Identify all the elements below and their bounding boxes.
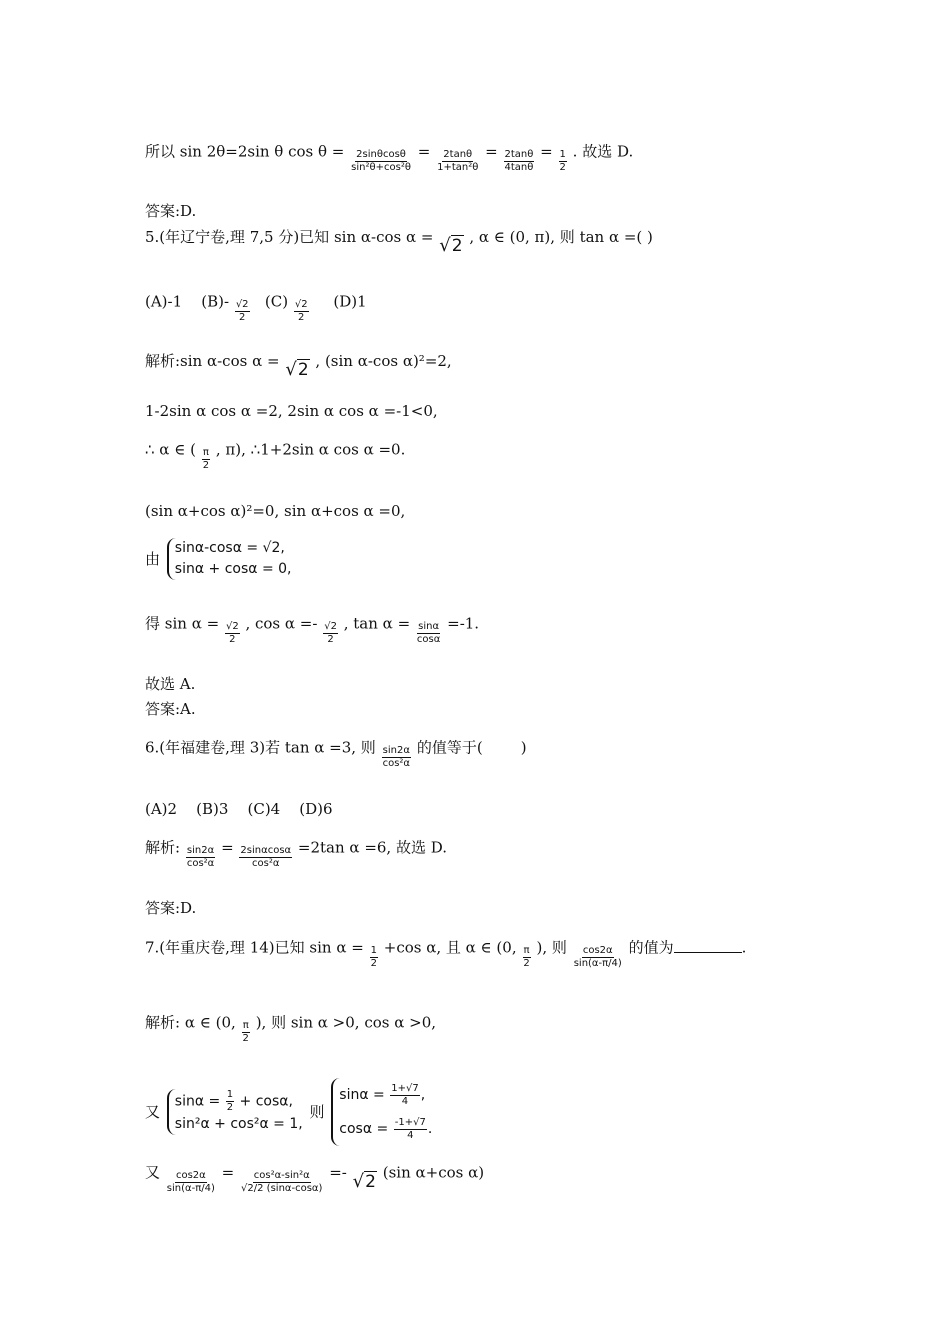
fraction: $\frac{\sin\alpha}{\cos\alpha}$ <box>416 621 441 645</box>
solution-7-line-3: 又 $\frac{\cos 2\alpha}{\sin(\alpha-\pi/4)}$ = $\frac{\text{cos²α-sin²α}}{√2/2 (\sin\alpha-\cos\alpha)}$ =- √2 (sin α+cos α) <box>145 1163 485 1194</box>
answer-line: 答案:D. <box>145 202 197 220</box>
question-7: 7.(年重庆卷,理 14)已知 sin α = $\frac{1}{2}$ +cos α, 且 α ∈ (0, $\frac{\pi}{2}$ ), 则 $\frac{\cos 2\alpha}{\sin(\alpha-\pi/4)}$ 的值为 . <box>145 938 747 969</box>
fraction: $\frac{√2}{2}$ <box>225 621 239 645</box>
question-6: 6.(年福建卷,理 3)若 tan α =3, 则 $\frac{\sin 2\alpha}{\text{cos²α}}$ 的值等于( ) <box>145 738 527 769</box>
fraction: $\frac{\text{cos²α-sin²α}}{√2/2 (\sin\alpha-\cos\alpha)}$ <box>241 1170 323 1194</box>
question-5-options: (A)-1 (B)- $\frac{√2}{2}$ (C) $\frac{√2}{2}$ (D)1 <box>145 292 367 323</box>
sqrt: √2 <box>285 359 309 380</box>
fraction: $\frac{\pi}{2}$ <box>202 447 210 471</box>
solution-5-values: 得 sin α = $\frac{√2}{2}$ , cos α =- $\frac{√2}{2}$ , tan α = $\frac{\sin\alpha}{\cos\alpha}$ =-1. <box>145 614 480 645</box>
solution-5-choice: 故选 A. <box>145 675 196 693</box>
fraction: $\frac{\cos 2\alpha}{\sin(\alpha-\pi/4)}$ <box>573 945 622 969</box>
fraction: $\frac{√2}{2}$ <box>294 299 308 323</box>
equation-system: sinα-cosα = √2, sinα + cosα = 0, <box>167 538 294 580</box>
fraction: $\frac{2\tan\theta}{\text{1+tan²θ}}$ <box>437 149 479 173</box>
sqrt: √2 <box>352 1170 376 1192</box>
solution-5-line-2: 1-2sin α cos α =2, 2sin α cos α =-1<0, <box>145 402 438 420</box>
fraction: $\frac{√2}{2}$ <box>324 621 337 645</box>
fraction: $\frac{1+√7}{4}$ <box>391 1082 419 1107</box>
fraction: $\frac{\pi}{2}$ <box>242 1020 249 1044</box>
answer-line: 答案:A. <box>145 700 196 718</box>
fraction: $\frac{√2}{2}$ <box>235 299 249 323</box>
fraction: $\frac{-1+√7}{4}$ <box>394 1116 426 1141</box>
solution-7-systems: 又 sinα = $\frac{1}{2}$ + cosα, sin²α + cos²α = 1, 则 sinα = $\frac{1+√7}{4}$ , cosα = $\frac{-1+√7}{4}$ . <box>145 1078 434 1146</box>
sqrt: √2 <box>439 235 463 256</box>
fraction: $\frac{\pi}{2}$ <box>523 945 530 969</box>
equation-system: sinα = $\frac{1+√7}{4}$ , cosα = $\frac{-1+√7}{4}$ . <box>331 1078 434 1146</box>
fraction: $\frac{2\sin\alpha\cos\alpha}{\text{cos²α}}$ <box>240 845 292 869</box>
fraction: $\frac{2\sin\theta\cos\theta}{\text{sin²θ+cos²θ}}$ <box>351 149 411 173</box>
answer-blank[interactable] <box>674 938 742 953</box>
question-6-options: (A)2 (B)3 (C)4 (D)6 <box>145 800 333 818</box>
fraction: $\frac{1}{2}$ <box>226 1089 234 1113</box>
fraction: $\frac{\sin 2\alpha}{\text{cos²α}}$ <box>186 845 215 869</box>
fraction: $\frac{\cos 2\alpha}{\sin(\alpha-\pi/4)}$ <box>166 1170 215 1194</box>
solution-5-line-3: ∴ α ∈ ( $\frac{\pi}{2}$ , π), ∴1+2sin α cos α =0. <box>145 440 406 471</box>
question-5: 5.(年辽宁卷,理 7,5 分)已知 sin α-cos α = √2 , α ∈ (0, π), 则 tan α =( ) <box>145 228 653 256</box>
fraction: $\frac{2\tan\theta}{4\tan\theta}$ <box>504 149 534 173</box>
line-conclusion: 所以 sin 2θ=2sin θ cos θ = $\frac{2\sin\theta\cos\theta}{\text{sin²θ+cos²θ}}$ = $\frac{2\tan\theta}{\text{1+tan²θ}}$ = $\frac{2\tan\theta}{4\tan\theta}$ = $\frac{1}{2}$ . 故选 D. <box>145 142 634 173</box>
solution-5-system: 由 sinα-cosα = √2, sinα + cosα = 0, <box>145 538 294 580</box>
fraction: $\frac{1}{2}$ <box>370 945 377 969</box>
solution-5-line-4: (sin α+cos α)²=0, sin α+cos α =0, <box>145 502 406 520</box>
solution-6: 解析: $\frac{\sin 2\alpha}{\text{cos²α}}$ = $\frac{2\sin\alpha\cos\alpha}{\text{cos²α}}$ =2tan α =6, 故选 D. <box>145 838 447 869</box>
answer-line: 答案:D. <box>145 899 197 917</box>
equation-system: sinα = $\frac{1}{2}$ + cosα, sin²α + cos²α = 1, <box>167 1089 305 1135</box>
solution-5-line-1: 解析:sin α-cos α = √2 , (sin α-cos α)²=2, <box>145 352 452 380</box>
fraction: $\frac{1}{2}$ <box>559 149 566 173</box>
solution-7-line-1: 解析: α ∈ (0, $\frac{\pi}{2}$ ), 则 sin α >0, cos α >0, <box>145 1013 437 1044</box>
fraction: $\frac{\sin 2\alpha}{\text{cos²α}}$ <box>382 745 411 769</box>
